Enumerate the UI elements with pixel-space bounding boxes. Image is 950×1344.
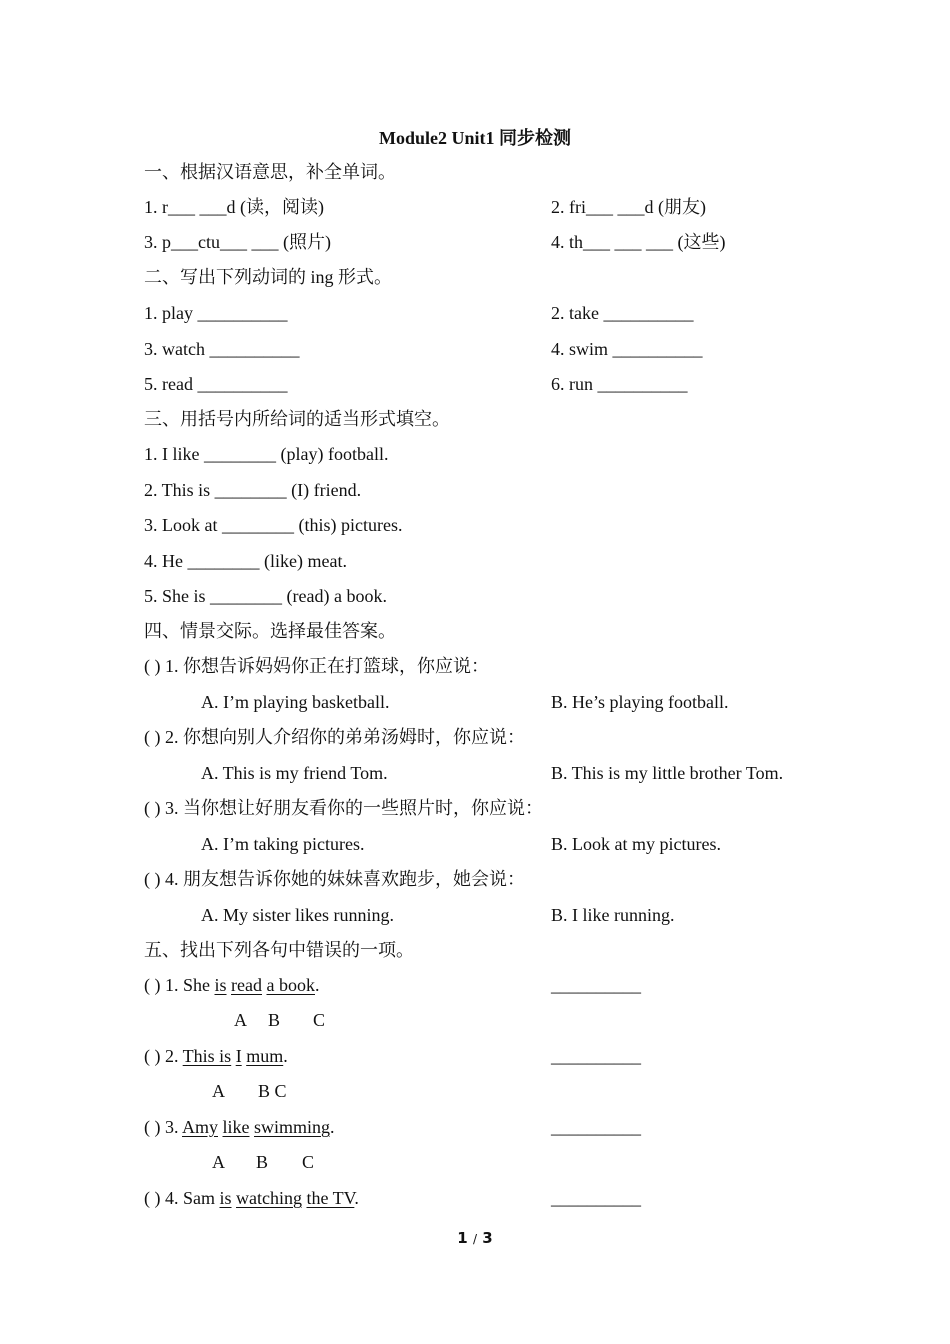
s5-question-1 [144,973,320,997]
s3-item-3: 3. Look at ________ (this) pictures. [144,515,403,535]
s5-q2-part-c: mum [246,1046,284,1066]
s1-item-3: 3. p___ctu___ ___ (照片) [144,232,331,252]
s5-question-2 [144,1044,288,1068]
s5-q1-label-c: C [313,1010,326,1030]
section-1-heading: 一、根据汉语意思，补全单词。 [144,162,396,182]
s5-q2-label-bc: B C [258,1081,287,1101]
s5-q1-prefix: ( ) 1. She [144,975,215,995]
s4-q3-option-a: A. I’m taking pictures. [201,834,365,854]
s4-q2-option-a: A. This is my friend Tom. [201,763,388,783]
s3-item-5: 5. She is ________ (read) a book. [144,586,387,606]
section-2-heading: 二、写出下列动词的 ing 形式。 [144,267,392,287]
s5-q1-part-b: read [231,975,262,995]
s4-q2-option-b: B. This is my little brother Tom. [551,763,784,783]
s5-q1-label-b: B [268,1010,281,1030]
s5-q3-answer-blank: __________ [551,1117,641,1137]
page-title: Module2 Unit1 同步检测 [378,128,571,148]
s3-item-4: 4. He ________ (like) meat. [144,551,347,571]
s2-item-6: 6. run __________ [551,374,688,394]
s5-q1-part-c: a book [266,975,315,995]
s5-q4-part-c: the TV [306,1188,355,1208]
s5-q3-label-c: C [302,1152,315,1172]
s5-q3-part-c: swimming [254,1117,331,1137]
s5-q4-part-a: is [219,1188,232,1208]
s5-q1-end: . [315,975,320,995]
s5-q4-end: . [354,1188,359,1208]
s5-q3-label-b: B [256,1152,269,1172]
page-number [0,1229,950,1247]
s4-question-3: ( ) 3. 当你想让好朋友看你的一些照片时，你应说： [144,798,543,818]
s5-q2-prefix: ( ) 2. [144,1046,183,1066]
s4-question-1: ( ) 1. 你想告诉妈妈你正在打篮球，你应说： [144,656,489,676]
s5-q2-answer-blank: __________ [551,1046,641,1066]
s4-question-2: ( ) 2. 你想向别人介绍你的弟弟汤姆时，你应说： [144,727,525,747]
s5-q3-part-a: Amy [182,1117,218,1137]
section-3-heading: 三、用括号内所给词的适当形式填空。 [144,409,450,429]
s2-item-2: 2. take __________ [551,303,694,323]
section-5-heading: 五、找出下列各句中错误的一项。 [144,940,414,960]
s1-item-2: 2. fri___ ___d (朋友) [551,197,706,217]
s5-q4-part-b: watching [236,1188,302,1208]
s5-q3-part-b: like [222,1117,250,1137]
s5-q1-part-a: is [214,975,227,995]
s5-q3-end: . [330,1117,335,1137]
page-total: 3 [482,1229,493,1247]
s4-q4-option-a: A. My sister likes running. [201,905,394,925]
s4-q1-option-a: A. I’m playing basketball. [201,692,390,712]
s5-q1-label-a: A [234,1010,247,1030]
s4-q1-option-b: B. He’s playing football. [551,692,729,712]
s2-item-3: 3. watch __________ [144,339,300,359]
s1-item-4: 4. th___ ___ ___ (这些) [551,232,726,252]
s5-question-3 [144,1115,335,1139]
s5-q1-answer-blank: __________ [551,975,641,995]
s5-q3-prefix: ( ) 3. [144,1117,182,1137]
s1-item-1: 1. r___ ___d (读，阅读) [144,197,324,217]
s5-q4-answer-blank: __________ [551,1188,641,1208]
s5-q4-prefix: ( ) 4. Sam [144,1188,220,1208]
s3-item-2: 2. This is ________ (I) friend. [144,480,362,500]
page-separator: / [472,1232,478,1246]
section-4-heading: 四、情景交际。选择最佳答案。 [144,621,396,641]
s5-q2-part-a: This is [182,1046,232,1066]
s5-q2-label-a: A [212,1081,225,1101]
s5-question-4 [144,1186,359,1210]
s4-q3-option-b: B. Look at my pictures. [551,834,721,854]
s5-q2-part-b: I [235,1046,242,1066]
s5-q2-end: . [283,1046,288,1066]
page-current: 1 [457,1229,468,1247]
s3-item-1: 1. I like ________ (play) football. [144,444,389,464]
s2-item-4: 4. swim __________ [551,339,703,359]
s5-q3-label-a: A [212,1152,225,1172]
s4-question-4: ( ) 4. 朋友想告诉你她的妹妹喜欢跑步，她会说： [144,869,525,889]
s2-item-1: 1. play __________ [144,303,288,323]
s4-q4-option-b: B. I like running. [551,905,675,925]
s2-item-5: 5. read __________ [144,374,288,394]
